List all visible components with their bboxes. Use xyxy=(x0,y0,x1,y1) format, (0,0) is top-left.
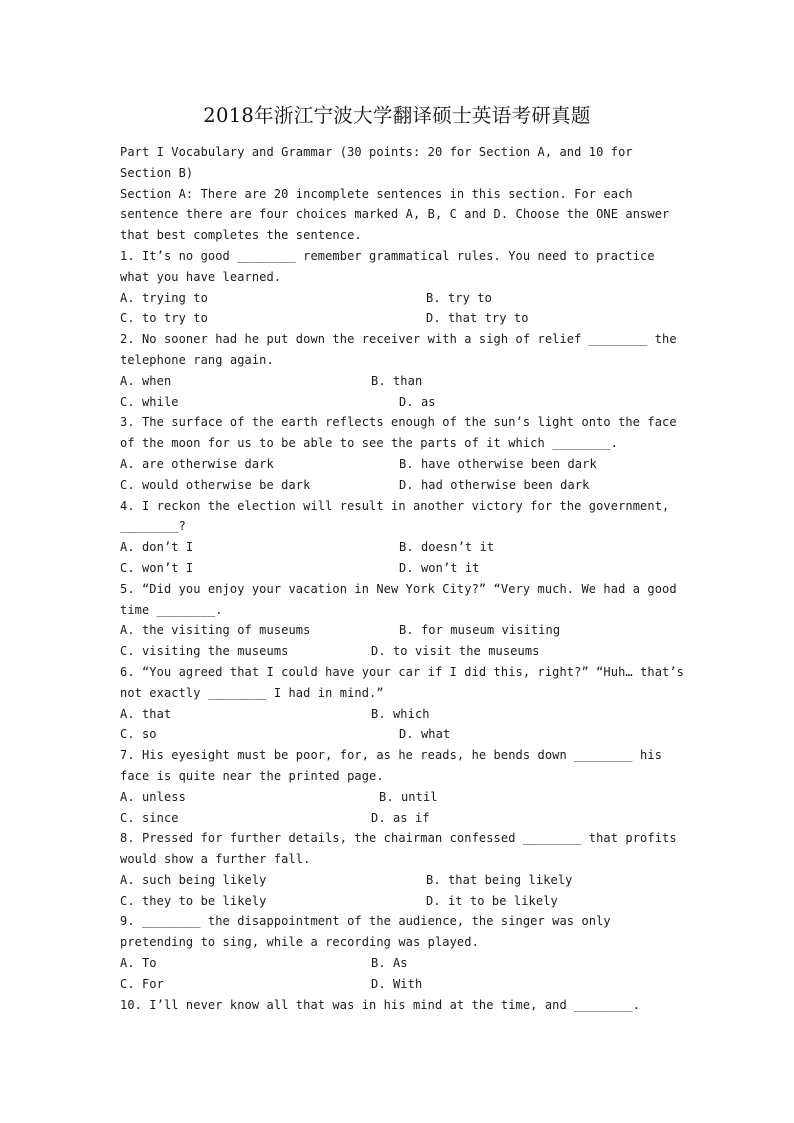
question-9 xyxy=(120,911,685,994)
option-row xyxy=(120,620,685,641)
option-row xyxy=(120,454,685,475)
answer-option: D. With xyxy=(371,976,423,991)
option-row xyxy=(120,787,685,808)
answer-option: D. as xyxy=(399,394,436,409)
answer-option: B. doesn’t it xyxy=(399,540,495,555)
answer-option: C. visiting the museums xyxy=(120,644,289,659)
answer-option: A. such being likely xyxy=(120,872,267,887)
answer-option: A. trying to xyxy=(120,290,208,305)
answer-option: C. they to be likely xyxy=(120,893,267,908)
option-row xyxy=(120,808,685,829)
option-row xyxy=(120,953,685,974)
question-6 xyxy=(120,662,685,745)
answer-option: B. try to xyxy=(426,290,492,305)
option-row xyxy=(120,891,685,912)
answer-option: C. so xyxy=(120,727,157,742)
answer-option: B. have otherwise been dark xyxy=(399,456,597,471)
answer-option: C. to try to xyxy=(120,311,208,326)
answer-option: D. to visit the museums xyxy=(371,644,540,659)
answer-option: A. the visiting of museums xyxy=(120,623,311,638)
answer-option: D. won’t it xyxy=(399,560,480,575)
answer-option: C. since xyxy=(120,810,179,825)
exam-content xyxy=(120,142,685,1015)
option-row xyxy=(120,371,685,392)
question-7 xyxy=(120,745,685,828)
option-row xyxy=(120,870,685,891)
question-3 xyxy=(120,412,685,495)
answer-option: B. that being likely xyxy=(426,872,573,887)
answer-option: C. while xyxy=(120,394,179,409)
question-4 xyxy=(120,496,685,579)
option-row xyxy=(120,475,685,496)
question-stem: 8. Pressed for further details, the chairman confessed ________ that profits would show a further fall. xyxy=(120,831,677,867)
question-stem: 7. His eyesight must be poor, for, as he reads, he bends down ________ his face is quite near the printed page. xyxy=(120,748,663,783)
option-row xyxy=(120,974,685,995)
question-8 xyxy=(120,828,685,911)
page-title: 2018年浙江宁波大学翻译硕士英语考研真题 xyxy=(203,104,591,127)
question-stem: 9. ________ the disappointment of the audience, the singer was only pretending to sing, while a recording was played. xyxy=(120,914,611,950)
answer-option: D. as if xyxy=(371,810,430,825)
option-row xyxy=(120,724,685,745)
answer-option: A. don’t I xyxy=(120,540,194,555)
answer-option: A. that xyxy=(120,706,172,721)
option-row xyxy=(120,704,685,725)
answer-option: D. had otherwise been dark xyxy=(399,477,590,492)
answer-option: A. are otherwise dark xyxy=(120,456,274,471)
question-5 xyxy=(120,579,685,662)
answer-option: B. As xyxy=(371,956,408,971)
question-1 xyxy=(120,246,685,329)
answer-option: A. when xyxy=(120,373,172,388)
option-row xyxy=(120,288,685,309)
answer-option: A. unless xyxy=(120,789,186,804)
answer-option: B. until xyxy=(379,789,438,804)
option-row xyxy=(120,641,685,662)
option-row xyxy=(120,558,685,579)
answer-option: B. than xyxy=(371,373,423,388)
answer-option: D. that try to xyxy=(426,311,529,326)
option-row xyxy=(120,308,685,329)
question-2 xyxy=(120,329,685,412)
question-stem: 2. No sooner had he put down the receiver with a sigh of relief ________ the telephone rang again. xyxy=(120,332,677,367)
question-stem: 5. “Did you enjoy your vacation in New York City?” “Very much. We had a good time ________. xyxy=(120,581,677,617)
question-list xyxy=(120,246,685,1015)
answer-option: C. For xyxy=(120,976,164,991)
answer-option: D. what xyxy=(399,727,451,742)
question-stem: 10. I’ll never know all that was in his mind at the time, and ________. xyxy=(120,997,641,1012)
question-stem: 6. “You agreed that I could have your car if I did this, right?” “Huh… that’s not exactly ________ I had in mind.” xyxy=(120,664,684,700)
section-a-intro: Section A: There are 20 incomplete sentences in this section. For each sentence there are four choices marked A, B, C and D. Choose the ONE answer that best completes the sentence. xyxy=(120,186,670,243)
option-row xyxy=(120,537,685,558)
answer-option: C. won’t I xyxy=(120,560,194,575)
answer-option: D. it to be likely xyxy=(426,893,558,908)
part-heading: Part I Vocabulary and Grammar (30 points: 20 for Section A, and 10 for Section B) xyxy=(120,145,633,180)
answer-option: A. To xyxy=(120,956,157,971)
answer-option: B. which xyxy=(371,706,430,721)
option-row xyxy=(120,392,685,413)
question-10 xyxy=(120,995,685,1016)
question-stem: 4. I reckon the election will result in another victory for the government, ________? xyxy=(120,498,670,534)
question-stem: 3. The surface of the earth reflects enough of the sun’s light onto the face of the moon for us to be able to see the parts of it which ________. xyxy=(120,415,677,451)
answer-option: B. for museum visiting xyxy=(399,623,561,638)
answer-option: C. would otherwise be dark xyxy=(120,477,311,492)
question-stem: 1. It’s no good ________ remember grammatical rules. You need to practice what you have learned. xyxy=(120,248,655,284)
